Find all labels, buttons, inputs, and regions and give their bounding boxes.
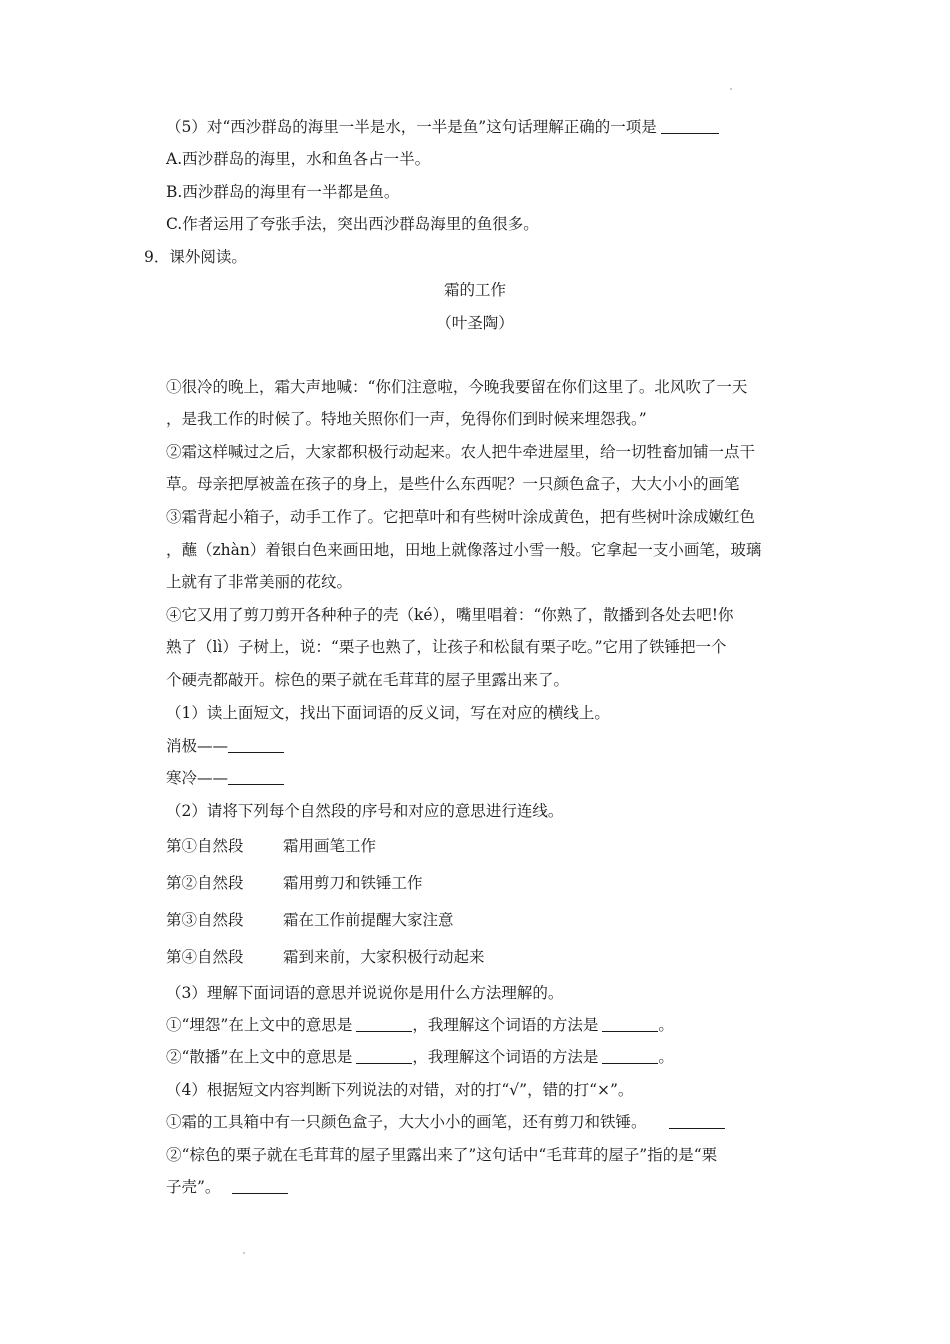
match-left[interactable]: 第②自然段 — [166, 874, 244, 892]
passage-author: （叶圣陶） — [436, 314, 514, 332]
q9-heading: 9．课外阅读。 — [144, 248, 247, 266]
sub3-item: ②“散播”在上文中的意思是 ，我理解这个词语的方法是 。 — [166, 1048, 674, 1066]
sub1-item: 寒冷—— — [166, 767, 284, 789]
sub4-item: ②“棕色的栗子就在毛茸茸的屋子里露出来了”这句话中“毛茸茸的屋子”指的是“栗 — [166, 1146, 718, 1164]
antonym-blank[interactable] — [228, 770, 284, 785]
sub3-item: ①“埋怨”在上文中的意思是 ，我理解这个词语的方法是 。 — [166, 1016, 674, 1034]
passage-line: ①很冷的晚上，霜大声地喊：“你们注意啦，今晚我要留在你们这里了。北风吹了一天 — [166, 378, 748, 396]
match-left[interactable]: 第①自然段 — [166, 837, 244, 855]
passage-line: ③霜背起小箱子，动手工作了。它把草叶和有些树叶涂成黄色，把有些树叶涂成嫩红色 — [166, 508, 756, 526]
passage-line: ②霜这样喊过之后，大家都积极行动起来。农人把牛牵进屋里，给一切牲畜加铺一点干 — [166, 443, 756, 461]
q5-answer-blank[interactable] — [661, 119, 719, 134]
match-row — [166, 909, 244, 931]
match-row — [166, 835, 244, 857]
meaning-blank[interactable] — [356, 1049, 412, 1064]
judge-blank[interactable] — [669, 1114, 725, 1129]
scan-dot — [243, 1252, 245, 1254]
match-row — [166, 872, 244, 894]
match-right[interactable]: 霜用画笔工作 — [283, 837, 377, 855]
passage-line: ，蘸（zhàn）着银白色来画田地，田地上就像落过小雪一般。它拿起一支小画笔，玻璃 — [166, 541, 762, 559]
sub2-prompt: （2）请将下列每个自然段的序号和对应的意思进行连线。 — [166, 802, 564, 820]
sub1-prompt: （1）读上面短文，找出下面词语的反义词，写在对应的横线上。 — [166, 704, 610, 722]
sub4-prompt: （4）根据短文内容判断下列说法的对错，对的打“√”，错的打“×”。 — [166, 1081, 634, 1099]
match-right[interactable]: 霜到来前，大家积极行动起来 — [283, 948, 485, 966]
passage-title: 霜的工作 — [443, 281, 506, 299]
passage-line: 熟了（lì）子树上，说：“栗子也熟了，让孩子和松鼠有栗子吃。”它用了铁锤把一个 — [166, 638, 727, 656]
judge-blank[interactable] — [232, 1179, 288, 1194]
method-blank[interactable] — [602, 1017, 658, 1032]
q5-option-a: A.西沙群岛的海里，水和鱼各占一半。 — [166, 150, 431, 168]
sub4-item: 子壳”。 — [166, 1176, 288, 1198]
passage-line: 上就有了非常美丽的花纹。 — [166, 573, 353, 591]
q5-prompt: （5）对“西沙群岛的海里一半是水，一半是鱼”这句话理解正确的一项是 — [166, 116, 719, 138]
match-left[interactable]: 第④自然段 — [166, 948, 244, 966]
sub3-prompt: （3）理解下面词语的意思并说说你是用什么方法理解的。 — [166, 984, 564, 1002]
match-right[interactable]: 霜用剪刀和铁锤工作 — [283, 874, 423, 892]
q5-option-c: C.作者运用了夸张手法，突出西沙群岛海里的鱼很多。 — [166, 215, 539, 233]
passage-line: 草。母亲把厚被盖在孩子的身上，是些什么东西呢？一只颜色盒子，大大小小的画笔 — [166, 475, 740, 493]
antonym-blank[interactable] — [228, 738, 284, 753]
match-left[interactable]: 第③自然段 — [166, 911, 244, 929]
sub1-item: 消极—— — [166, 735, 284, 757]
passage-line: ④它又用了剪刀剪开各种种子的壳（ké），嘴里唱着：“你熟了，散播到各处去吧!你 — [166, 606, 734, 624]
method-blank[interactable] — [602, 1049, 658, 1064]
sub4-item: ①霜的工具箱中有一只颜色盒子，大大小小的画笔，还有剪刀和铁锤。 — [166, 1111, 725, 1133]
match-row — [166, 946, 244, 968]
passage-line: ，是我工作的时候了。特地关照你们一声，免得你们到时候来埋怨我。” — [166, 410, 647, 428]
match-right[interactable]: 霜在工作前提醒大家注意 — [283, 911, 454, 929]
passage-line: 个硬壳都敲开。棕色的栗子就在毛茸茸的屋子里露出来了。 — [166, 671, 570, 689]
scan-dot — [730, 88, 732, 90]
meaning-blank[interactable] — [356, 1017, 412, 1032]
q5-option-b: B.西沙群岛的海里有一半都是鱼。 — [166, 183, 400, 201]
